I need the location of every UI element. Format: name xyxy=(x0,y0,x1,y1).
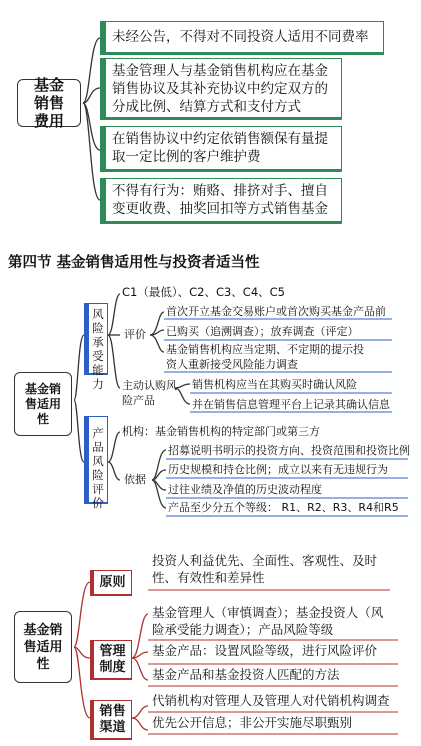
management-item-2: 基金产品：设置风险等级，进行风险评价 xyxy=(152,643,378,658)
evaluation-item-2: 已购买（追溯调查）；放弃调查（评定） xyxy=(166,325,359,338)
active-purchase-label: 主动认购风险产品 xyxy=(122,379,177,407)
channel-box xyxy=(90,700,132,740)
basis-label: 依据 xyxy=(124,473,146,486)
product-risk-box xyxy=(84,416,108,510)
section2-root xyxy=(14,372,72,436)
fee-item-4 xyxy=(100,178,342,224)
evaluation-label: 评价 xyxy=(124,328,146,341)
section2-root-label: 基金销售适用性 xyxy=(24,381,61,426)
institution-text: 机构：基金销售机构的特定部门或第三方 xyxy=(122,425,320,438)
basis-item-3: 过往业绩及净值的历史波动程度 xyxy=(168,483,322,496)
management-label: 管理制度 xyxy=(99,644,126,675)
active-purchase-item-1: 销售机构应当在其购买时确认风险 xyxy=(192,378,357,391)
risk-capacity-label: 风险承受能力 xyxy=(92,307,104,391)
channel-item-2: 优先公开信息；非公开实施尽职甄别 xyxy=(152,715,353,730)
section-heading: 第四节 基金销售适用性与投资者适当性 xyxy=(8,255,260,271)
risk-capacity-box xyxy=(84,303,108,391)
fee-item-2-text: 基金管理人与基金销售机构应在基金销售协议及其补充协议中约定双方的分成比例、结算方式和支付方式 xyxy=(112,63,328,115)
principle-label: 原则 xyxy=(99,575,126,590)
fee-item-3 xyxy=(100,126,342,172)
fee-item-1 xyxy=(100,21,384,55)
management-item-1: 基金管理人（审慎调查）；基金投资人（风险承受能力调查）；产品风险等级 xyxy=(152,605,384,637)
product-risk-label: 产品风险评价 xyxy=(92,426,104,510)
channel-item-1: 代销机构对管理人及管理人对代销机构调查 xyxy=(152,693,390,708)
risk-levels: C1（最低）、C2、C3、C4、C5 xyxy=(122,285,285,299)
basis-item-1: 招募说明书明示的投资方向、投资范围和投资比例 xyxy=(168,444,410,457)
management-box xyxy=(90,640,132,680)
fee-item-3-text: 在销售协议中约定依销售额保有量提取一定比例的客户维护费 xyxy=(112,131,328,165)
fee-item-4-text: 不得有行为：贿赂、排挤对手、擅自变更收费、抽奖回扣等方式销售基金 xyxy=(112,183,328,217)
active-purchase-item-2: 并在销售信息管理平台上记录其确认信息 xyxy=(192,398,390,411)
channel-label: 销售渠道 xyxy=(99,704,126,735)
basis-item-2: 历史规模和持仓比例；成立以来有无违规行为 xyxy=(168,463,388,476)
section3-root-label: 基金销售适用性 xyxy=(23,622,63,672)
evaluation-item-3: 基金销售机构应当定期、不定期的提示投资人重新接受风险能力调查 xyxy=(166,343,364,371)
management-item-3: 基金产品和基金投资人匹配的方法 xyxy=(152,667,340,682)
principle-box xyxy=(90,570,132,596)
evaluation-item-1: 首次开立基金交易账户或首次购买基金产品前 xyxy=(166,305,386,318)
section1-root-label: 基金销售费用 xyxy=(33,76,64,130)
section1-root xyxy=(17,76,81,130)
fee-item-1-text: 未经公告，不得对不同投资人适用不同费率 xyxy=(112,29,369,45)
basis-item-4: 产品至少分五个等级： R1、R2、R3、R4和R5 xyxy=(168,501,399,514)
section3-root xyxy=(14,611,72,683)
fee-item-2 xyxy=(100,58,342,120)
principle-text: 投资人利益优先、全面性、客观性、及时性、有效性和差异性 xyxy=(152,553,378,585)
